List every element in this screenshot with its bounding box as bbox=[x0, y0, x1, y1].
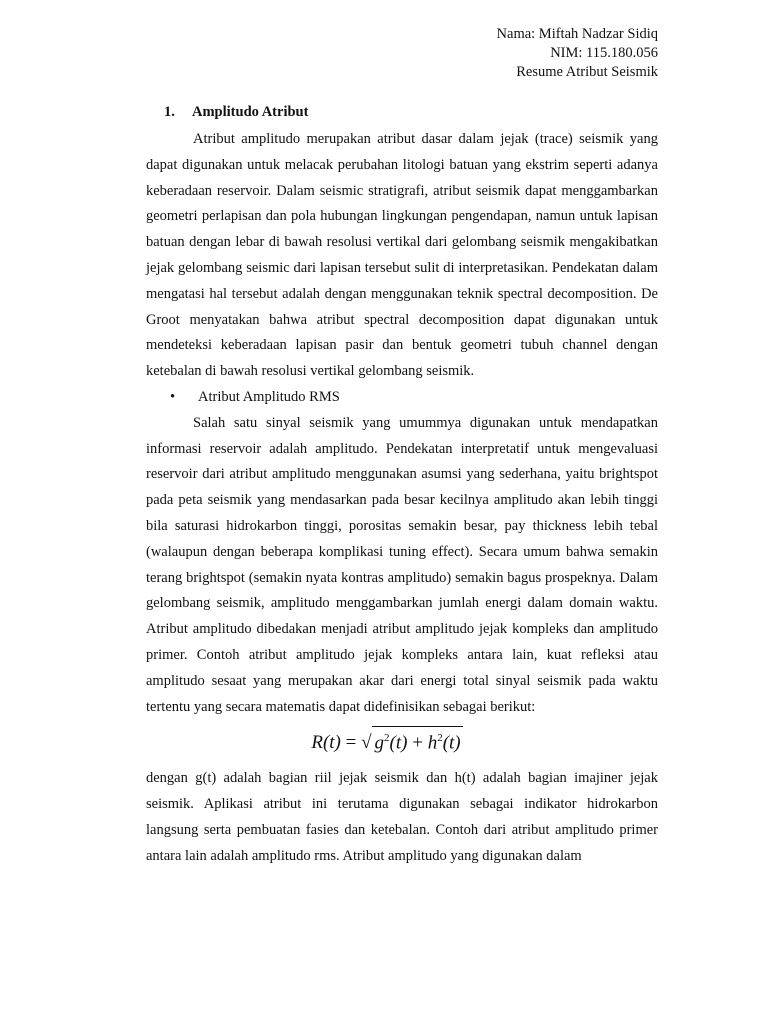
formula-g: g bbox=[374, 732, 385, 754]
formula-equals: = bbox=[345, 732, 357, 754]
section-title: Amplitudo Atribut bbox=[192, 104, 309, 120]
formula-g-exponent: 2 bbox=[384, 732, 390, 744]
bullet-item-rms bbox=[146, 385, 658, 411]
author-name: Nama: Miftah Nadzar Sidiq bbox=[496, 26, 658, 42]
paragraph-rms: Salah satu sinyal seismik yang umummya digunakan untuk mendapatkan informasi reservoir adalah amplitudo. Pendekatan interpretatif untuk mengevaluasi reservoir dari atribut amplitudo menggunakan asumsi yang sederhana, yaitu brightspot pada peta seismik yang mendasarkan pada besar kecilnya amplitudo akan lebih tinggi bila saturasi hidrokarbon tinggi, porositas semakin besar, pay thickness lebih tebal (walaupun dengan beberapa komplikasi tuning effect). Secara umum bahwa semakin terang brightspot (semakin nyata kontras amplitudo) semakin bagus prospeknya. Dalam gelombang seismik, amplitudo menggambarkan jumlah energi dalam domain waktu. Atribut amplitudo dibedakan menjadi atribut amplitudo jejak kompleks dan amplitudo primer. Contoh atribut amplitudo jejak kompleks antara lain, kuat refleksi atau amplitudo sesaat yang merupakan akar dari energi total sinyal seismik pada waktu tertentu yang secara matematis dapat didefinisikan sebagai berikut: bbox=[146, 414, 658, 715]
section-number: 1. bbox=[164, 104, 175, 120]
document-title: Resume Atribut Seismik bbox=[516, 64, 658, 80]
student-id: NIM: 115.180.056 bbox=[550, 45, 658, 61]
section-heading bbox=[146, 100, 658, 124]
formula-lhs: R(t) bbox=[311, 732, 341, 754]
paragraph-amplitudo-atribut: Atribut amplitudo merupakan atribut dasar dalam jejak (trace) seismik yang dapat digunakan untuk melacak perubahan litologi batuan yang ekstrim seperti adanya keberadaan reservoir. Dalam seismic stratigrafi, atribut seismik dapat menggambarkan geometri perlapisan dan pola hubungan lingkungan pengendapan, namun untuk lapisan batuan dengan lebar di bawah resolusi vertikal dari gelombang seismik mengakibatkan jejak gelombang seismic dari lapisan tersebut sulit di interpretasikan. Pendekatan dalam mengatasi hal tersebut adalah dengan menggunakan teknik spectral decomposition. De Groot menyatakan bahwa atribut spectral decomposition dapat digunakan untuk mendeteksi keberadaan lapisan pasir dan bentuk geometri tubuh channel dengan ketebalan di bawah resolusi vertikal gelombang seismik. bbox=[146, 131, 658, 380]
formula-h-arg: (t) bbox=[442, 732, 461, 754]
paragraph-definition: dengan g(t) adalah bagian riil jejak seismik dan h(t) adalah bagian imajiner jejak seismik. Aplikasi atribut ini terutama digunakan sebagai indikator hidrokarbon langsung serta pembuatan fasies dan ketebalan. Contoh dari atribut amplitudo primer antara lain adalah amplitudo rms. Atribut amplitudo yang digunakan dalam bbox=[146, 770, 658, 864]
formula-plus: + bbox=[412, 732, 423, 754]
sqrt-icon: √ bbox=[361, 732, 372, 754]
formula-g-arg: (t) bbox=[389, 732, 408, 754]
document-body bbox=[146, 100, 658, 870]
formula-h: h bbox=[427, 732, 438, 754]
page-header bbox=[497, 25, 658, 82]
bullet-text: Atribut Amplitudo RMS bbox=[198, 388, 340, 405]
bullet-symbol: • bbox=[170, 388, 176, 405]
formula-radicand bbox=[372, 726, 463, 754]
formula-h-exponent: 2 bbox=[437, 732, 443, 744]
formula-amplitude bbox=[146, 720, 658, 766]
